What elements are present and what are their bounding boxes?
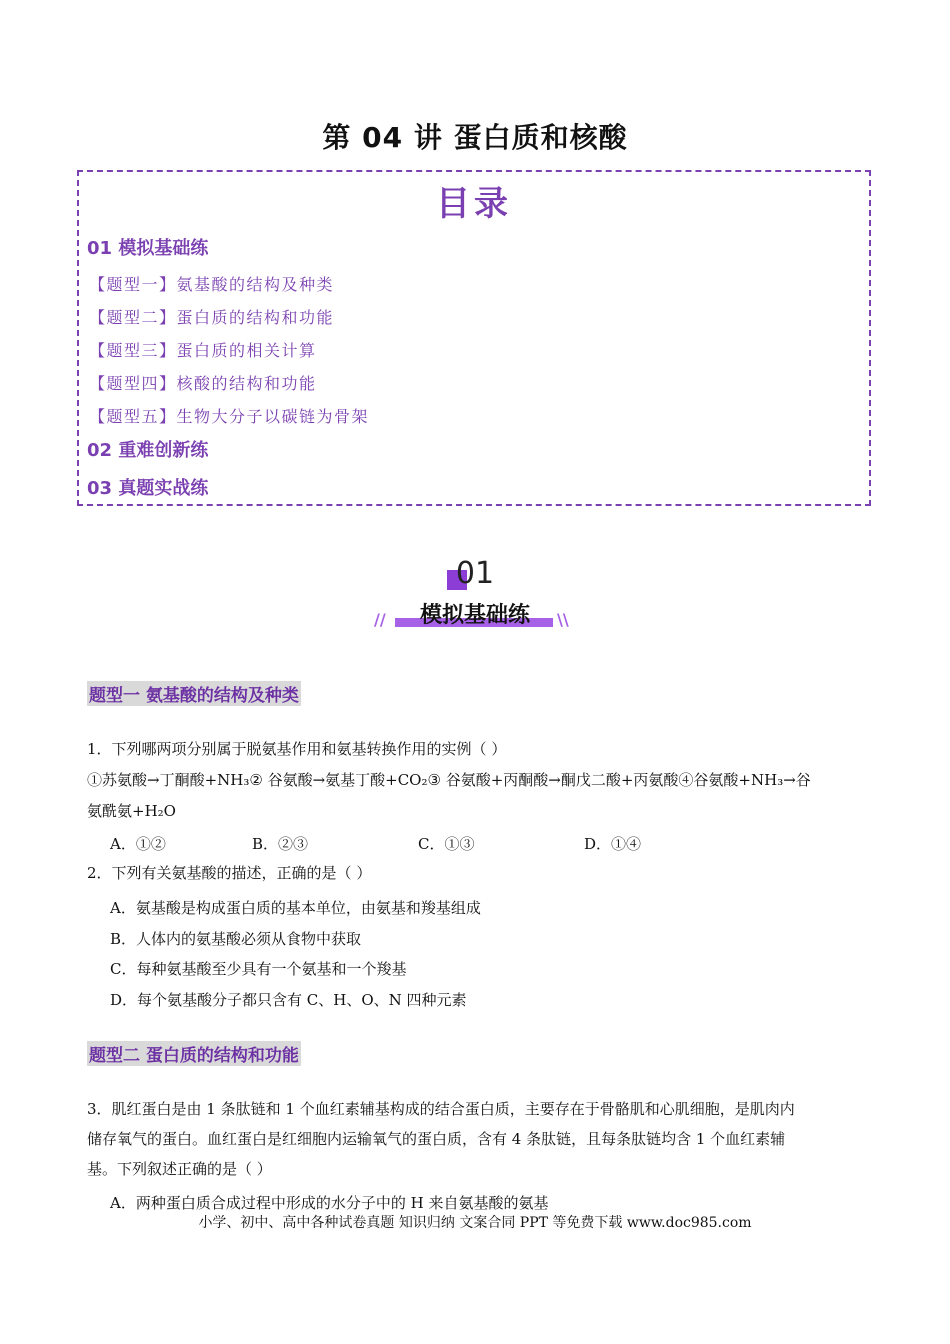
section-left-mark: // (374, 610, 386, 629)
toc-heading: 目录 (436, 184, 512, 224)
toc-item-type3[interactable]: 【题型三】蛋白质的相关计算 (89, 341, 317, 360)
type1-heading: 题型一 氨基酸的结构及种类 (87, 681, 301, 706)
section-name: 模拟基础练 (419, 603, 530, 628)
table-of-contents (77, 170, 871, 506)
q1-stem: 1．下列哪两项分别属于脱氨基作用和氨基转换作用的实例（ ） (87, 740, 507, 758)
q3-option-a[interactable]: A．两种蛋白质合成过程中形成的水分子中的 H 来自氨基酸的氨基 (110, 1194, 549, 1212)
q2-option-c[interactable]: C．每种氨基酸至少具有一个氨基和一个羧基 (110, 960, 407, 978)
q2-stem: 2．下列有关氨基酸的描述，正确的是（ ） (87, 864, 372, 882)
q2-option-a[interactable]: A．氨基酸是构成蛋白质的基本单位，由氨基和羧基组成 (110, 899, 481, 917)
q1-option-c[interactable]: C．①③ (418, 835, 475, 853)
toc-section-03[interactable]: 03 真题实战练 (87, 478, 209, 499)
toc-section-01[interactable]: 01 模拟基础练 (87, 238, 209, 259)
page-title: 第 04 讲 蛋白质和核酸 (322, 121, 628, 154)
section-number: 01 (455, 556, 495, 591)
q1-option-b[interactable]: B．②③ (252, 835, 309, 853)
toc-section-02[interactable]: 02 重难创新练 (87, 440, 209, 461)
q1-option-d[interactable]: D．①④ (584, 835, 642, 853)
page-footer: 小学、初中、高中各种试卷真题 知识归纳 文案合同 PPT 等免费下载 www.doc985.com (198, 1215, 752, 1231)
toc-item-type4[interactable]: 【题型四】核酸的结构和功能 (89, 374, 317, 393)
q1-line2: ①苏氨酸→丁酮酸+NH₃② 谷氨酸→氨基丁酸+CO₂③ 谷氨酸+丙酮酸→酮戊二酸+丙氨酸④谷氨酸+NH₃→谷 (87, 771, 811, 789)
q2-option-b[interactable]: B．人体内的氨基酸必须从食物中获取 (110, 930, 362, 948)
toc-item-type2[interactable]: 【题型二】蛋白质的结构和功能 (89, 308, 335, 327)
toc-item-type1[interactable]: 【题型一】氨基酸的结构及种类 (89, 275, 335, 294)
q1-line3: 氨酰氨+H₂O (87, 802, 176, 820)
q2-option-d[interactable]: D．每个氨基酸分子都只含有 C、H、O、N 四种元素 (110, 991, 467, 1009)
q3-line1: 3．肌红蛋白是由 1 条肽链和 1 个血红素辅基构成的结合蛋白质，主要存在于骨骼肌和心肌细胞，是肌肉内 (87, 1100, 795, 1118)
q3-line3: 基。下列叙述正确的是（ ） (87, 1160, 272, 1178)
toc-item-type5[interactable]: 【题型五】生物大分子以碳链为骨架 (89, 407, 370, 426)
q3-line2: 储存氧气的蛋白。血红蛋白是红细胞内运输氧气的蛋白质，含有 4 条肽链，且每条肽链均含 1 个血红素辅 (87, 1130, 786, 1148)
section-right-mark: \\ (557, 610, 569, 629)
q1-option-a[interactable]: A．①② (110, 835, 166, 853)
type2-heading: 题型二 蛋白质的结构和功能 (87, 1041, 301, 1066)
